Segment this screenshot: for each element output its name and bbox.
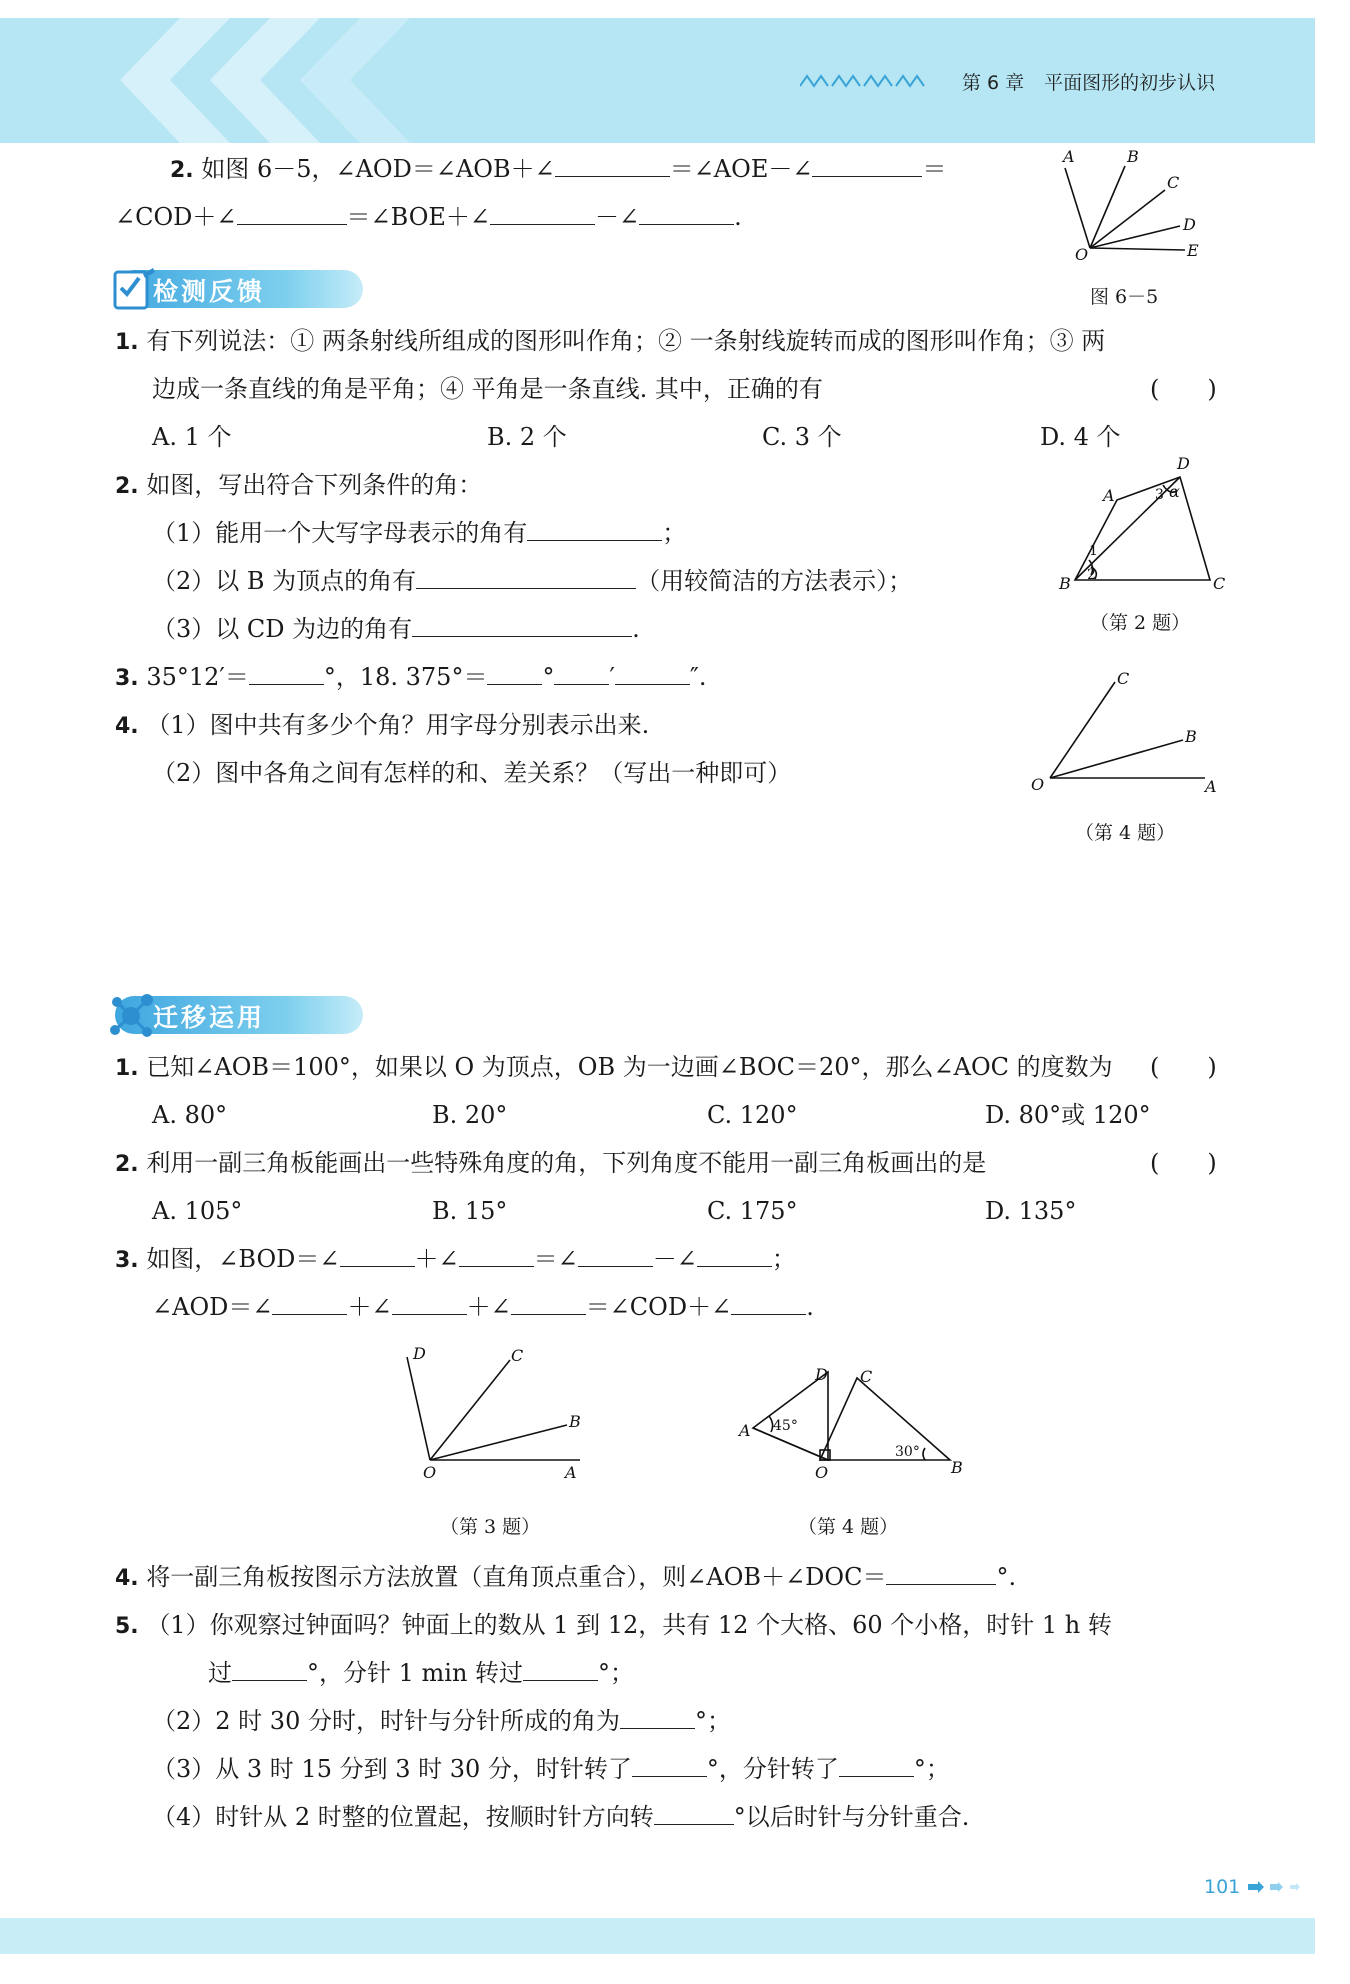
answer-blank[interactable] (731, 1290, 806, 1315)
s1-q2-part3 (152, 612, 640, 646)
s1-q4-part1 (115, 708, 649, 744)
footer-band (0, 1918, 1315, 1954)
text: °，18. 375°＝ (323, 663, 488, 691)
text: （2）以 B 为顶点的角有 (152, 567, 417, 595)
label-30deg: 30° (895, 1444, 920, 1460)
answer-blank[interactable] (639, 200, 734, 225)
text: ＝∠AOE－∠ (669, 155, 813, 183)
label-B: B (1127, 148, 1139, 166)
s2-q3-line1 (115, 1242, 796, 1278)
answer-blank[interactable] (555, 152, 670, 177)
text: ＝ (922, 155, 947, 183)
page-number-text: 101 (1204, 1876, 1241, 1898)
option-a[interactable]: A. 1 个 (152, 423, 232, 451)
s2-q5-part1 (115, 1608, 1112, 1644)
question-number: 2. (115, 1152, 139, 1177)
text: °； (598, 1659, 635, 1687)
s1-q2-stem (115, 468, 482, 504)
label-E: E (1187, 241, 1199, 260)
label-C: C (1117, 670, 1130, 688)
page-number (1204, 1876, 1306, 1898)
answer-blank[interactable] (237, 200, 347, 225)
text: 如图，∠BOD＝∠ (146, 1245, 340, 1273)
answer-blank[interactable] (490, 200, 595, 225)
text: ′ (609, 663, 615, 691)
option-d[interactable]: D. 80°或 120° (985, 1101, 1151, 1129)
option-b[interactable]: B. 20° (432, 1101, 508, 1129)
chapter-heading (962, 68, 1235, 95)
intro-q2-line2 (115, 200, 742, 234)
text: 将一副三角板按图示方法放置（直角顶点重合），则∠AOB＋∠DOC＝ (146, 1563, 887, 1591)
answer-blank[interactable] (392, 1290, 467, 1315)
question-number: 3. (115, 666, 139, 691)
answer-blank[interactable] (839, 1752, 914, 1777)
text: ＋∠ (347, 1293, 392, 1321)
text: ° (542, 663, 555, 691)
text: ＝∠COD＋∠ (585, 1293, 732, 1321)
answer-blank[interactable] (654, 1800, 734, 1825)
answer-blank[interactable] (697, 1242, 772, 1267)
label-A: A (1063, 148, 1075, 166)
section-header-application (85, 992, 385, 1036)
text: （1）图中共有多少个角？用字母分别表示出来. (146, 711, 650, 739)
answer-blank[interactable] (615, 660, 690, 685)
label-A: A (1205, 777, 1217, 796)
label-O: O (1031, 775, 1045, 794)
text: ＋∠ (414, 1245, 459, 1273)
text: 有下列说法：① 两条射线所组成的图形叫作角；② 一条射线旋转而成的图形叫作角；③ 两 (146, 327, 1106, 355)
figure-q4-set-squares (735, 1360, 965, 1485)
chapter-number: 第 6 章 (962, 72, 1025, 94)
s2-q2-stem (115, 1146, 986, 1182)
s2-q5-part3 (152, 1752, 950, 1786)
checklist-icon (113, 266, 157, 312)
figure-q3-angles (395, 1345, 595, 1485)
option-b[interactable]: B. 15° (432, 1197, 508, 1225)
text: ∠COD＋∠ (115, 203, 237, 231)
answer-blank[interactable] (511, 1290, 586, 1315)
label-B: B (1185, 727, 1197, 746)
text: 35°12′＝ (146, 663, 249, 691)
text: （用较简洁的方法表示）； (636, 567, 913, 595)
label-O: O (1075, 245, 1089, 264)
option-c[interactable]: C. 175° (707, 1197, 798, 1225)
question-number: 4. (115, 1566, 139, 1591)
text: ； (771, 1245, 796, 1273)
text: 如图，写出符合下列条件的角： (146, 471, 483, 499)
label-O: O (815, 1463, 829, 1482)
option-a[interactable]: A. 80° (152, 1101, 228, 1129)
text: °； (694, 1707, 731, 1735)
s1-q4-part2: （2）图中各角之间有怎样的和、差关系？（写出一种即可） (152, 759, 792, 787)
arrow-decoration-icon (1246, 1881, 1306, 1893)
answer-blank[interactable] (578, 1242, 653, 1267)
label-3: 3 (1155, 487, 1164, 503)
molecule-icon (107, 990, 155, 1040)
text: （3）以 CD 为边的角有 (152, 615, 413, 643)
answer-blank[interactable] (340, 1242, 415, 1267)
section-header-feedback (85, 266, 385, 310)
figure-q2-quadrilateral (1055, 455, 1225, 595)
answer-blank[interactable] (886, 1560, 996, 1585)
text: （2）2 时 30 分时，时针与分针所成的角为 (152, 1707, 620, 1735)
label-C: C (1213, 574, 1225, 593)
text: （1）你观察过钟面吗？钟面上的数从 1 到 12，共有 12 个大格、60 个小格，时针 1 h 转 (146, 1611, 1112, 1639)
question-number: 1. (115, 1056, 139, 1081)
s1-q1-line1 (115, 324, 1105, 360)
answer-blank[interactable] (412, 612, 632, 637)
text: . (734, 203, 742, 231)
s1-q1-line2: 边成一条直线的角是平角；④ 平角是一条直线. 其中，正确的有 (152, 375, 823, 403)
figure-q4-angles (1025, 670, 1225, 800)
s1-q2-part1 (152, 516, 686, 550)
label-C: C (1167, 173, 1180, 192)
text: ∠AOD＝∠ (152, 1293, 273, 1321)
section-title: 检测反馈 (153, 277, 266, 306)
label-D: D (1183, 215, 1196, 234)
s2-q1-stem (115, 1050, 1113, 1086)
answer-blank[interactable] (527, 516, 662, 541)
section-title: 迁移运用 (153, 1003, 266, 1032)
label-C: C (511, 1346, 524, 1365)
answer-blank[interactable] (416, 564, 636, 589)
s2-q4 (115, 1560, 1016, 1596)
answer-blank[interactable] (554, 660, 609, 685)
text: ＝∠ (533, 1245, 578, 1273)
figure-caption: （第 4 题） (1075, 822, 1176, 844)
answer-paren[interactable]: ( ) (1150, 1053, 1217, 1081)
figure-caption: （第 2 题） (1090, 612, 1191, 634)
text: 过 (208, 1659, 232, 1687)
answer-paren[interactable]: ( ) (1150, 375, 1217, 403)
s2-q5-part4 (152, 1800, 969, 1834)
answer-blank[interactable] (620, 1704, 695, 1729)
answer-paren[interactable]: ( ) (1150, 1149, 1217, 1177)
text: （1）能用一个大写字母表示的角有 (152, 519, 528, 547)
answer-blank[interactable] (232, 1656, 307, 1681)
chapter-title: 平面图形的初步认识 (1044, 72, 1216, 94)
option-d[interactable]: D. 135° (985, 1197, 1077, 1225)
text: －∠ (652, 1245, 697, 1273)
label-D: D (815, 1365, 828, 1384)
figure-caption: （第 3 题） (440, 1516, 541, 1538)
text: 如图 6－5，∠AOD＝∠AOB＋∠ (201, 155, 555, 183)
label-2: 2 (1087, 567, 1096, 583)
s2-q5-part2 (152, 1704, 731, 1738)
header-chevron-decoration (120, 18, 420, 143)
answer-blank[interactable] (249, 660, 324, 685)
mountain-icon (800, 72, 950, 88)
option-a[interactable]: A. 105° (152, 1197, 243, 1225)
text: －∠ (595, 203, 640, 231)
question-number: 3. (115, 1248, 139, 1273)
label-45deg: 45° (773, 1418, 798, 1434)
answer-blank[interactable] (459, 1242, 534, 1267)
s1-q2-part2 (152, 564, 912, 598)
question-number: 4. (115, 714, 139, 739)
text: ″. (689, 663, 707, 691)
question-number: 1. (115, 330, 139, 355)
label-C: C (860, 1367, 873, 1386)
answer-blank[interactable] (272, 1290, 347, 1315)
figure-caption: 图 6－5 (1090, 286, 1159, 308)
text: 利用一副三角板能画出一些特殊角度的角，下列角度不能用一副三角板画出的是 (146, 1149, 987, 1177)
label-B: B (951, 1458, 963, 1477)
label-A: A (565, 1463, 577, 1482)
text: ＝∠BOE＋∠ (346, 203, 490, 231)
text: . (806, 1293, 814, 1321)
answer-blank[interactable] (487, 660, 542, 685)
label-B: B (1059, 574, 1071, 593)
option-c[interactable]: C. 120° (707, 1101, 798, 1129)
figure-caption: （第 4 题） (798, 1516, 899, 1538)
label-1: 1 (1089, 543, 1098, 559)
s2-q3-line2 (152, 1290, 814, 1324)
answer-blank[interactable] (632, 1752, 707, 1777)
text: （4）时针从 2 时整的位置起，按顺时针方向转 (152, 1803, 654, 1831)
answer-blank[interactable] (523, 1656, 598, 1681)
text: °； (913, 1755, 950, 1783)
label-D: D (413, 1345, 426, 1363)
text: . (632, 615, 640, 643)
option-c[interactable]: C. 3 个 (762, 423, 842, 451)
intro-q2-line1 (170, 152, 946, 188)
question-number: 2. (115, 474, 139, 499)
label-alpha: α (1169, 482, 1180, 501)
text: ＋∠ (466, 1293, 511, 1321)
text: °以后时针与分针重合. (733, 1803, 970, 1831)
text: （3）从 3 时 15 分到 3 时 30 分，时针转了 (152, 1755, 632, 1783)
option-b[interactable]: B. 2 个 (487, 423, 567, 451)
text: °，分针 1 min 转过 (307, 1659, 524, 1687)
figure-6-5 (1045, 148, 1215, 268)
label-D: D (1177, 455, 1190, 473)
answer-blank[interactable] (812, 152, 922, 177)
question-number: 5. (115, 1614, 139, 1639)
option-d[interactable]: D. 4 个 (1040, 423, 1121, 451)
text: °，分针转了 (706, 1755, 839, 1783)
text: ； (662, 519, 687, 547)
label-A: A (1103, 486, 1115, 505)
text: 已知∠AOB＝100°，如果以 O 为顶点，OB 为一边画∠BOC＝20°，那么∠AOC 的度数为 (146, 1053, 1113, 1081)
s2-q5-part1-cont (208, 1656, 634, 1690)
label-A: A (739, 1421, 751, 1440)
text: °. (996, 1563, 1017, 1591)
question-number: 2. (170, 158, 194, 183)
s1-q3 (115, 660, 707, 696)
label-O: O (423, 1463, 437, 1482)
label-B: B (569, 1412, 581, 1431)
